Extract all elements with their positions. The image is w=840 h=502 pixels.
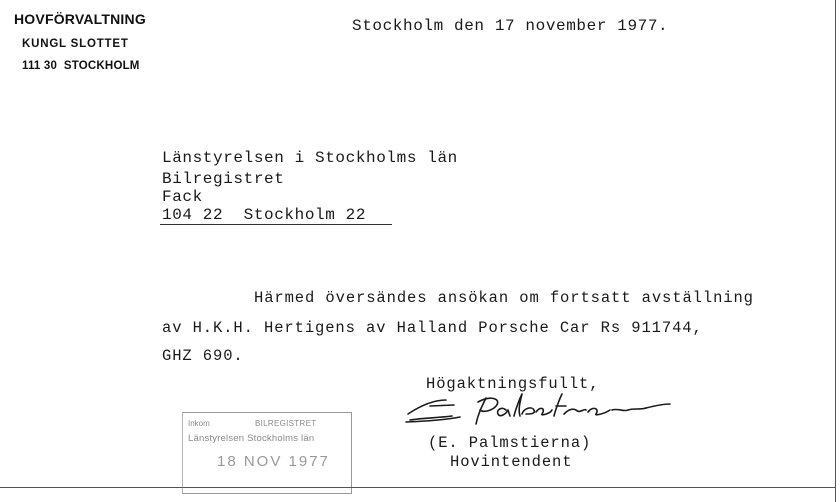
stamp-inkom: Inkom [188, 419, 210, 428]
body-line1: Härmed översändes ansökan om fortsatt avställning [254, 289, 754, 307]
stamp-department: BILREGISTRET [255, 419, 317, 428]
closing-salutation: Högaktningsfullt, [426, 375, 600, 393]
recipient-line4: 104 22 Stockholm 22 [162, 206, 367, 224]
body-line3: GHZ 690. [162, 347, 244, 365]
stamp-authority: Länstyrelsen Stockholms län [188, 433, 315, 444]
date-line: Stockholm den 17 november 1977. [352, 17, 669, 35]
recipient-line1: Länstyrelsen i Stockholms län [162, 149, 458, 167]
received-stamp [182, 412, 352, 494]
stamp-date: 18 NOV 1977 [217, 453, 330, 470]
letterhead-line3: 111 30 STOCKHOLM [22, 60, 140, 72]
letterhead-org: HOVFÖRVALTNING [14, 11, 146, 27]
body-line2: av H.K.H. Hertigens av Halland Porsche Car Rs 911744, [162, 319, 703, 337]
signer-name: (E. Palmstierna) [428, 434, 592, 452]
page-edge-bottom [0, 487, 836, 488]
page-edge-right [835, 0, 836, 502]
recipient-line3: Fack [162, 188, 203, 206]
signer-title: Hovintendent [450, 453, 573, 471]
letterhead-line2: KUNGL SLOTTET [22, 38, 129, 50]
handwritten-signature [400, 388, 675, 428]
recipient-line2: Bilregistret [162, 170, 285, 188]
address-underline [160, 224, 392, 225]
